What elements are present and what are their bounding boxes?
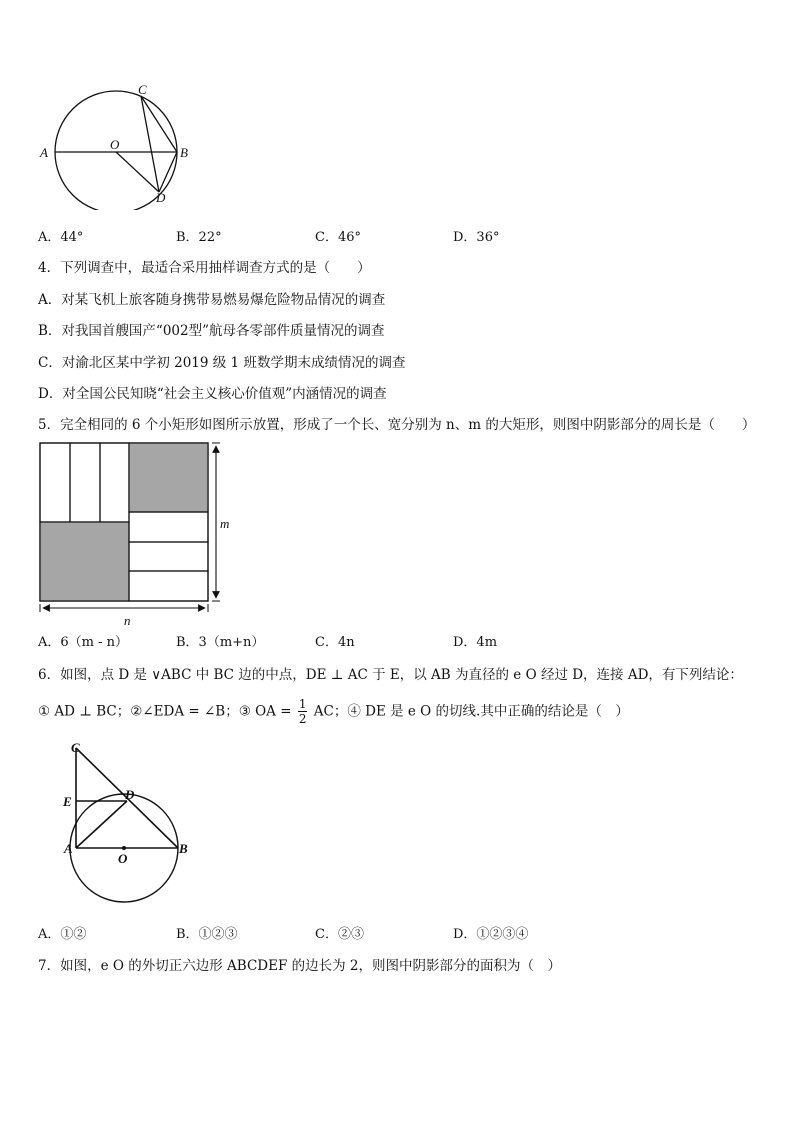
label-e: E: [63, 794, 72, 809]
q6-option-b[interactable]: B．①②③: [176, 927, 238, 942]
label-d: D: [125, 787, 135, 802]
q6-stem-line2: [38, 697, 629, 731]
q3-option-d[interactable]: D．36°: [453, 230, 500, 245]
label-o: O: [118, 851, 128, 866]
small-rect-h1: [129, 512, 208, 542]
q5-option-c[interactable]: C．4n: [315, 635, 355, 650]
label-c: C: [138, 82, 147, 97]
q6-conclusions-part2: AC；④ DE 是 e O 的切线.其中正确的结论是（ ）: [313, 703, 629, 720]
label-b: B: [180, 145, 188, 160]
q5-option-d[interactable]: D．4m: [453, 635, 498, 650]
q6-conclusions-part1: ① AD ⊥ BC；②∠EDA = ∠B；③ OA =: [38, 703, 292, 720]
label-o: O: [110, 137, 120, 152]
label-m: m: [220, 516, 230, 531]
segment-ad: [76, 801, 127, 848]
q3-option-a[interactable]: A．44°: [38, 230, 84, 245]
q6-option-d[interactable]: D．①②③④: [453, 927, 529, 942]
small-rect-v2: [70, 443, 100, 522]
q3-option-b[interactable]: B．22°: [176, 230, 222, 245]
q6-stem-line1: 6．如图，点 D 是 ∨ABC 中 BC 边的中点，DE ⊥ AC 于 E，以 AB 为直径的 e O 经过 D，连接 AD，有下列结论：: [38, 667, 743, 683]
label-c: C: [71, 740, 80, 755]
q6-figure: [55, 736, 200, 916]
q6-option-c[interactable]: C．②③: [315, 927, 364, 942]
q3-circle-figure: [30, 80, 200, 210]
q6-option-a[interactable]: A．①②: [38, 927, 87, 942]
small-rect-h3: [129, 571, 208, 601]
q3-option-c[interactable]: C．46°: [315, 230, 361, 245]
q4-option-a[interactable]: A．对某飞机上旅客随身携带易燃易爆危险物品情况的调查: [38, 292, 386, 308]
center-dot-o: [122, 846, 126, 850]
q4-option-d[interactable]: D．对全国公民知晓“社会主义核心价值观”内涵情况的调查: [38, 386, 387, 402]
small-rect-h2: [129, 542, 208, 571]
shaded-top-right: [129, 443, 208, 512]
label-d: D: [156, 190, 166, 205]
label-a: A: [64, 841, 73, 856]
q4-option-c[interactable]: C．对渝北区某中学初 2019 级 1 班数学期末成绩情况的调查: [38, 355, 406, 371]
small-rect-v1: [40, 443, 70, 522]
shaded-bottom-left: [40, 522, 129, 601]
q5-rectangles-figure: [30, 440, 245, 632]
small-rect-v3: [100, 443, 129, 522]
label-a: A: [40, 145, 48, 160]
q5-stem: 5．完全相同的 6 个小矩形如图所示放置，形成了一个长、宽分别为 n、m 的大矩形，则图中阴影部分的周长是（ ）: [38, 417, 756, 433]
fraction-numerator: 1: [298, 697, 307, 711]
q5-option-b[interactable]: B．3（m+n）: [176, 635, 265, 650]
fraction-denominator: 2: [298, 712, 307, 726]
q5-option-a[interactable]: A．6（m - n）: [38, 635, 129, 650]
q6-fraction: [298, 697, 308, 726]
q4-stem: 4．下列调查中，最适合采用抽样调查方式的是（ ）: [38, 260, 371, 276]
label-n: n: [124, 613, 131, 628]
q7-stem: 7．如图，e O 的外切正六边形 ABCDEF 的边长为 2，则图中阴影部分的面积为（ ）: [38, 958, 561, 974]
label-b: B: [179, 841, 188, 856]
q4-option-b[interactable]: B．对我国首艘国产“002型”航母各零部件质量情况的调查: [38, 323, 385, 339]
